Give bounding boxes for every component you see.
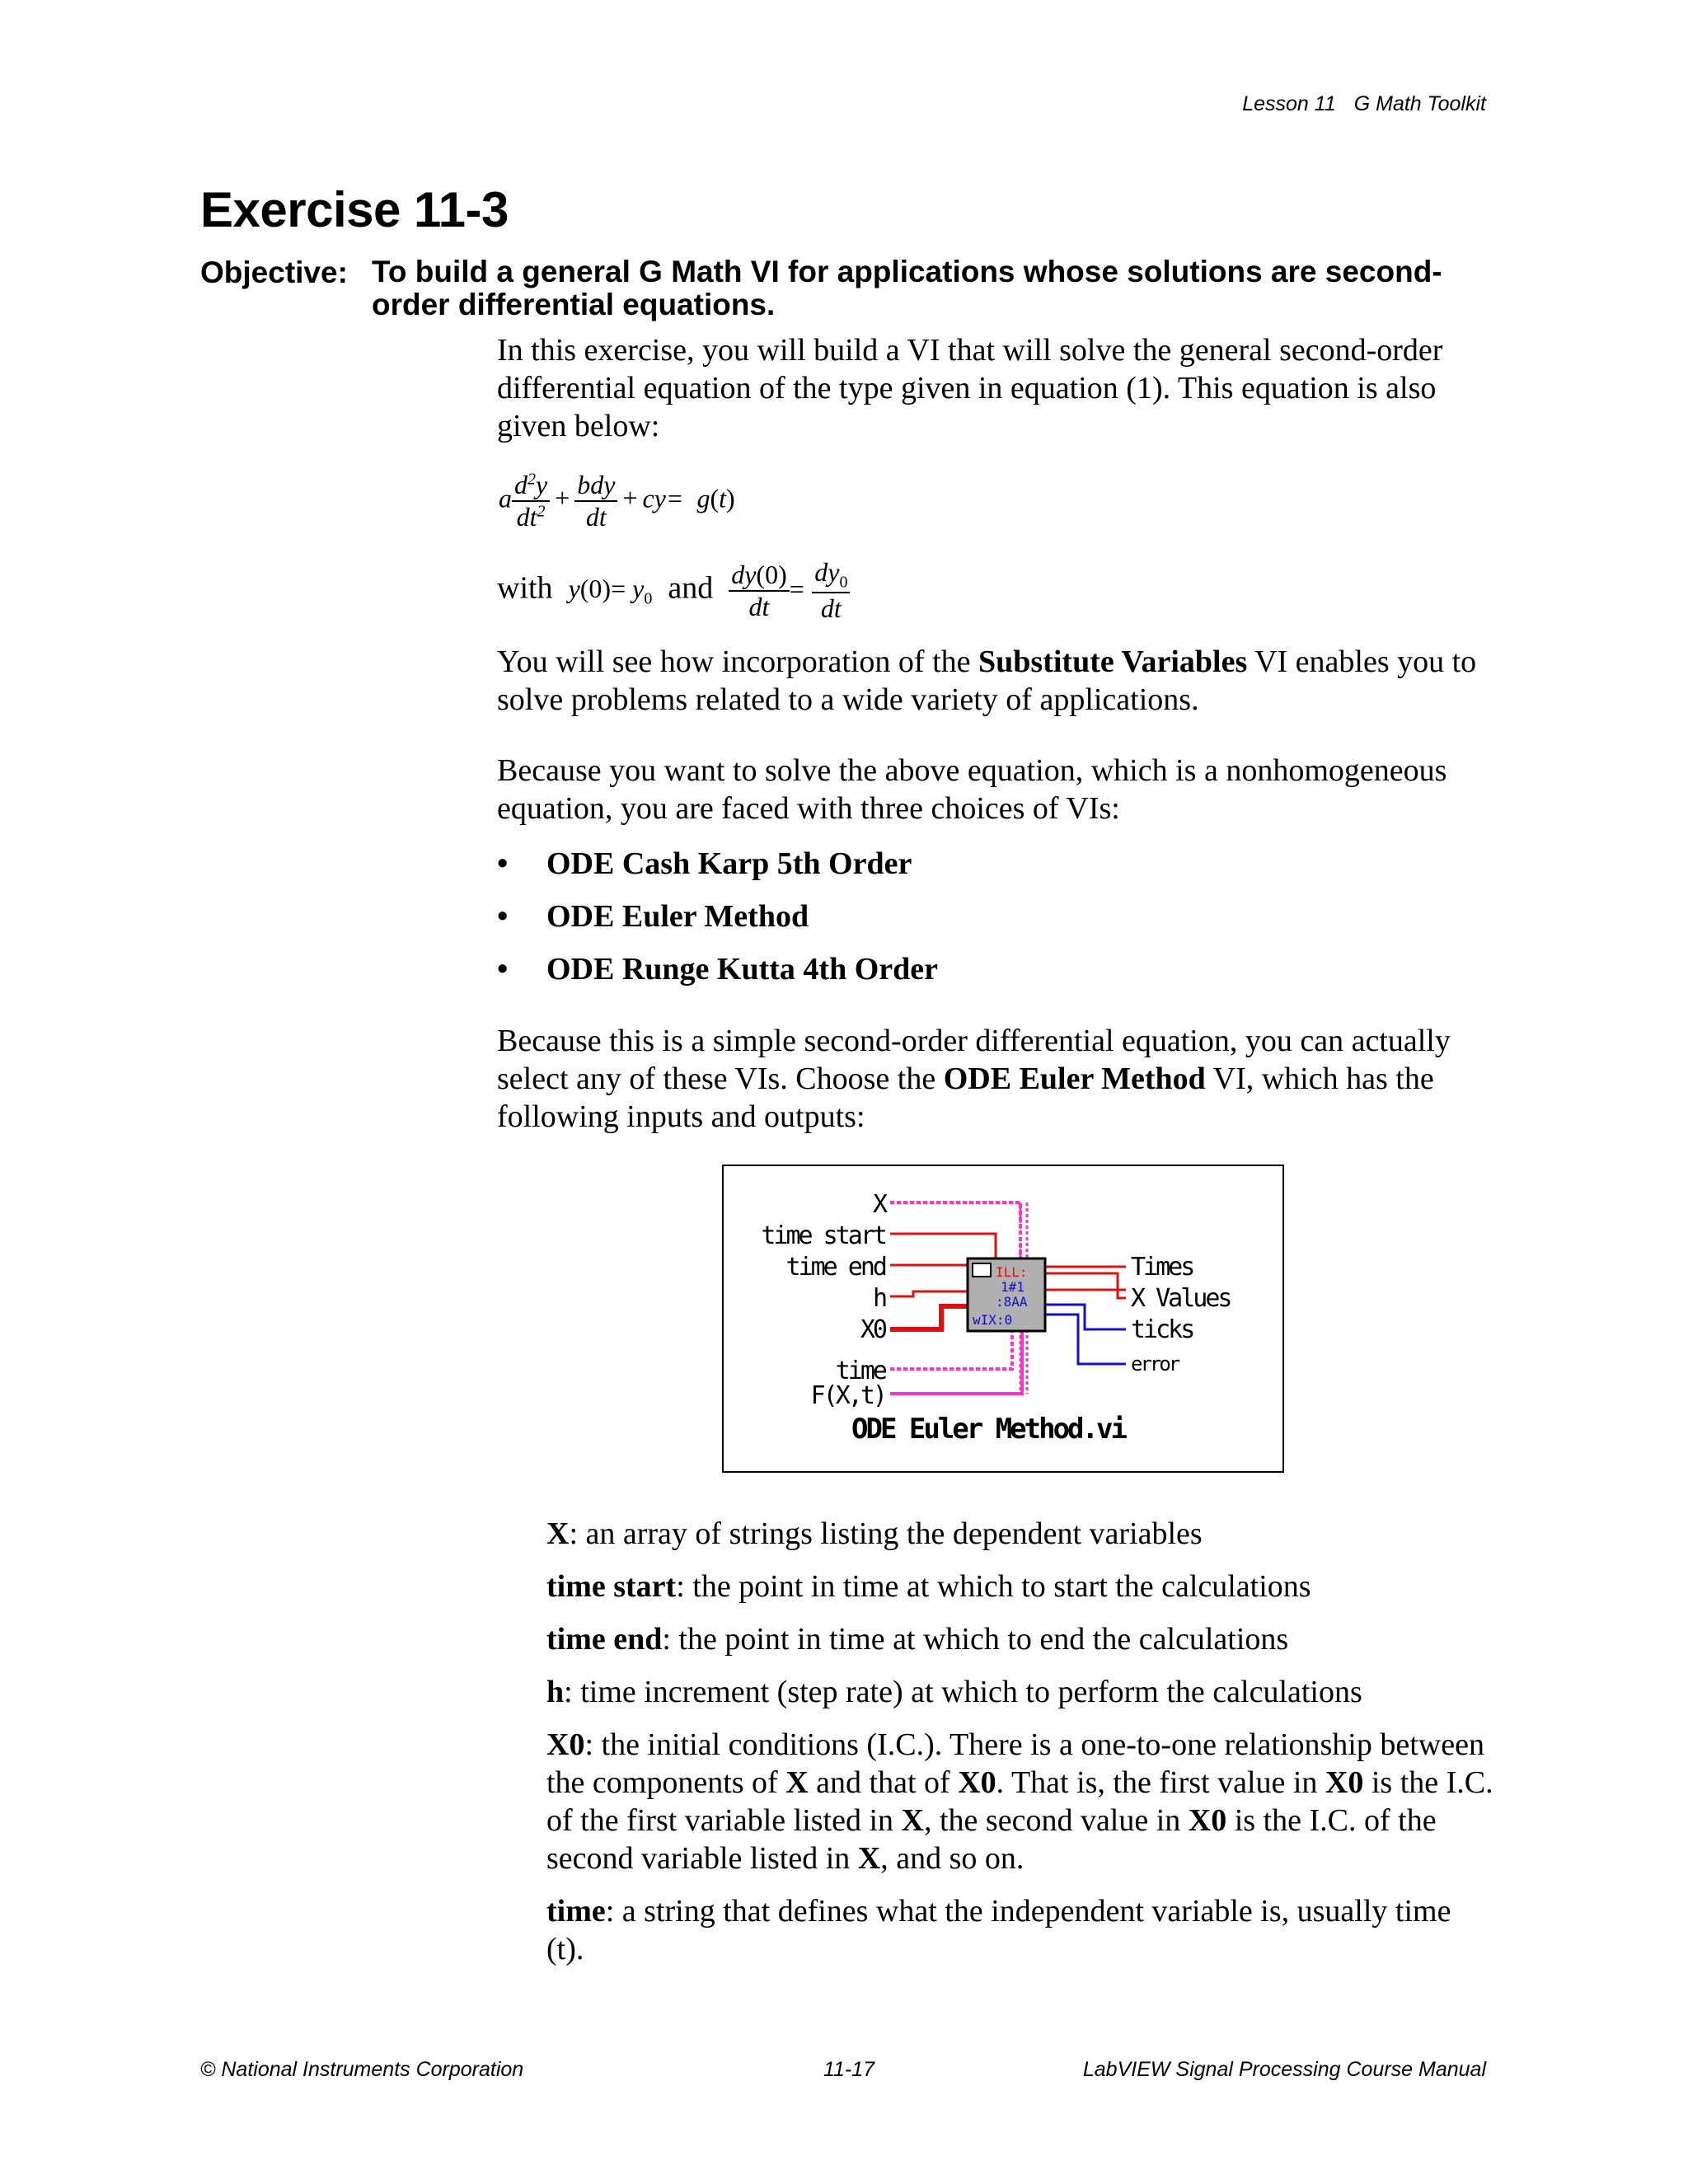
objective-text: To build a general G Math VI for applications whose solutions are second-order differential equations. [372, 255, 1442, 321]
desc-h: h: time increment (step rate) at which to perform the calculations [546, 1675, 1362, 1709]
blue-output-wires [1045, 1290, 1126, 1364]
vi-connector-diagram [722, 1165, 1284, 1473]
input-label: X [872, 1190, 885, 1219]
output-labels [1131, 1253, 1231, 1376]
equation-initial-conditions [497, 557, 850, 624]
desc-time: time: a string that defines what the independent variable is, usually time (t). [546, 1894, 1451, 1966]
eq-equals: = [789, 574, 804, 604]
vi-choice-list [497, 845, 1494, 1003]
list-item: • ODE Runge Kutta 4th Order [497, 952, 938, 987]
eq-with: with [497, 570, 553, 606]
footer-copyright: © National Instruments Corporation [200, 2058, 524, 2081]
input-label: h [872, 1284, 885, 1313]
eq-g: g(t) [696, 483, 735, 513]
svg-text:1#1: 1#1 [1001, 1279, 1025, 1295]
input-label: X0 [860, 1315, 885, 1344]
output-label: Times [1131, 1253, 1193, 1282]
substitute-paragraph: You will see how incorporation of the Substitute Variables VI enables you to solve problems related to a wide variety of applications. [497, 644, 1477, 717]
list-item: • ODE Cash Karp 5th Order [497, 846, 912, 881]
choose-euler-paragraph: Because this is a simple second-order differential equation, you can actually select any of these VIs. Choose the ODE Euler Method VI, which has the following inputs and outputs: [497, 1024, 1451, 1134]
objective-label: Objective: [200, 255, 348, 289]
output-label: error [1131, 1352, 1179, 1376]
eq-y-at-zero: $y(0)= y_0$ [568, 574, 653, 608]
output-label: X Values [1131, 1284, 1231, 1313]
header-section: G Math Toolkit [1353, 92, 1486, 115]
svg-text::8AA: :8AA [996, 1294, 1028, 1310]
ode-euler-vi-name: ODE Euler Method [943, 1062, 1206, 1096]
equation-main [499, 470, 735, 532]
running-header [1071, 92, 1486, 116]
input-labels [761, 1190, 888, 1410]
svg-text:ILL:: ILL: [996, 1264, 1028, 1280]
diagram-caption: ODE Euler Method.vi [851, 1413, 1125, 1446]
diagram-svg [724, 1166, 1282, 1471]
desc-time-end: time end: the point in time at which to end the calculations [546, 1622, 1289, 1657]
svg-text:wIX:0: wIX:0 [973, 1312, 1013, 1328]
input-label: time [835, 1357, 885, 1385]
red-output-wires [1045, 1267, 1126, 1298]
footer-page-number: 11-17 [823, 2058, 875, 2081]
eq-cy: cy= [642, 483, 684, 513]
eq-plus-1: + [555, 483, 570, 513]
eq-frac-dy0-rhs: $\frac{dy_0}{dt}$ [812, 557, 850, 624]
output-label: ticks [1131, 1315, 1193, 1344]
eq-coef-a: a [499, 483, 512, 513]
eq-frac-bdy: $\frac{\text{bdy}}{dt}$ [574, 470, 617, 532]
substitute-variables-vi: Substitute Variables [978, 644, 1248, 679]
eq-plus-2: + [622, 483, 638, 513]
eq-and: and [668, 570, 714, 606]
desc-time-start: time start: the point in time at which to start the calculations [546, 1569, 1311, 1604]
input-label: time start [761, 1221, 885, 1250]
desc-x: X: an array of strings listing the dependent variables [546, 1516, 1203, 1551]
eq-frac-d2y: $\frac{d^2y}{dt^2}$ [512, 470, 550, 532]
eq-frac-dy0: $\frac{dy(0)}{dt}$ [729, 560, 790, 622]
input-label: F(X,t) [810, 1381, 885, 1410]
intro-paragraph: In this exercise, you will build a VI that will solve the general second-order differential equation of the type given in equation (1). This equation is also given below: [497, 333, 1443, 443]
vi-icon [968, 1258, 1045, 1331]
input-label: time end [785, 1253, 885, 1282]
exercise-title: Exercise 11-3 [200, 182, 509, 237]
nonhomogeneous-paragraph: Because you want to solve the above equation, which is a nonhomogeneous equation, you are faced with three choices of VIs: [497, 753, 1447, 826]
list-item: • ODE Euler Method [497, 899, 809, 934]
desc-x0: X0: the initial conditions (I.C.). There is a one-to-one relationship between the components of X and that of X0. That is, the first value in X0 is the I.C. of the first variable listed in X, the second value in X0 is the I.C. of the second variable listed in X, and so on. [546, 1727, 1493, 1876]
header-lesson: Lesson 11 [1242, 92, 1336, 115]
footer-manual-title: LabVIEW Signal Processing Course Manual [1082, 2058, 1486, 2081]
